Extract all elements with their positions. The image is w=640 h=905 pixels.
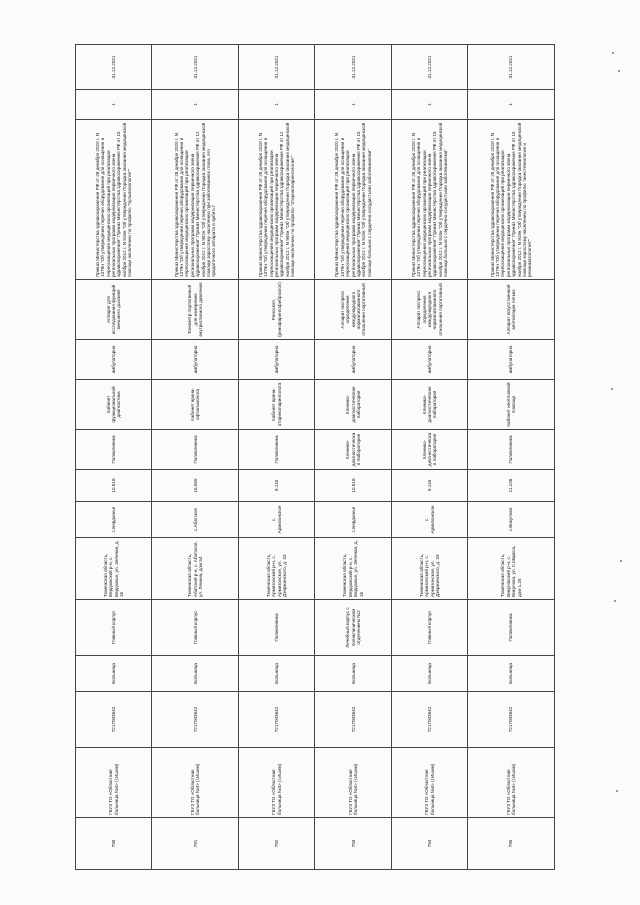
building-address: Тюменская область, Абатский р-н, с. Абатское, ул. Ленина, дом 54	[152, 538, 239, 600]
regulatory-orders: Приказ Министерства здравоохранения РФ от 28 декабря 2020 г. N 1379н "Об утверждении перечня оборудования для оснащения и переоснащения медицинских организаций при реализации региональных программ модернизации первичного звена здравоохранения" Приказ Министерства здравоохранения РФ от 12 ноября 2012 г. N 905н "Об утверждении Порядка оказания медицинской помощи населению по профилю "оториноларингология""	[239, 120, 315, 280]
building-address: Тюменская область, Бердюжский р-н, с. Бердюжье, ул. Зеленая, д. 16	[315, 538, 391, 600]
code-value: 11.108	[468, 470, 555, 502]
facility-type: Больница	[239, 656, 315, 692]
facility-type: Больница	[468, 656, 555, 692]
department: Поликлиника	[239, 430, 315, 470]
organization-name: ГБУЗ ТО «Областная больница №4» (г.Ишим)	[76, 748, 152, 818]
settlement: с. Армизонское	[391, 502, 467, 538]
building-name: Поликлиника	[239, 600, 315, 656]
building-name: Лечебный корпус с поликлиническим отделением №2	[315, 600, 391, 656]
building-address: Тюменская область, Армизонский р-н, с. Армизонское, ул. Дзержинского, д. 33	[391, 538, 467, 600]
organization-inn: 7217003642	[76, 692, 152, 748]
delivery-date: 31.12.2021	[239, 45, 315, 90]
care-mode: амбулаторно	[239, 340, 315, 380]
facility-type: Больница	[76, 656, 152, 692]
delivery-date: 31.12.2021	[468, 45, 555, 90]
care-mode: амбулаторно	[391, 340, 467, 380]
scan-speck	[620, 560, 622, 562]
organization-name: ГБУЗ ТО «Областная больница №4» (г.Ишим)	[391, 748, 467, 818]
delivery-date: 31.12.2021	[315, 45, 391, 90]
building-address: Тюменская область, Викуловский р-н, с. Викулово, ул. К.Маркса, дом 1,25	[468, 538, 555, 600]
building-name: Главный корпус	[391, 600, 467, 656]
row-number: 792	[239, 818, 315, 870]
room-name: Кабинет функциональной диагностики	[76, 380, 152, 430]
organization-name: ГБУЗ ТО «Областная больница №4» (г.Ишим)	[239, 748, 315, 818]
delivery-date: 31.12.2021	[152, 45, 239, 90]
code-value: 10.618	[315, 470, 391, 502]
quantity: 1	[468, 90, 555, 120]
row-number: 790	[76, 818, 152, 870]
room-name: Кабинет врача-оториноларинголога	[239, 380, 315, 430]
department: Поликлиника	[76, 430, 152, 470]
row-number: 791	[152, 818, 239, 870]
building-address: Тюменская область, Бердюжский р-н, с. Бердюжье, ул. Зеленая, д. 16	[76, 538, 152, 600]
code-value: 9.118	[239, 470, 315, 502]
regulatory-orders: Приказ Министерства здравоохранения РФ от 28 декабря 2020 г. N 1379н "Об утверждении перечня оборудования для оснащения и переоснащения медицинских организаций при реализации региональных программ модернизации первичного звена здравоохранения" Приказ Министерства здравоохранения РФ от 15 ноября 2012 г. N 916н "Об утверждении Порядка оказания медицинской помощи населению по профилю "пульмонология""	[76, 120, 152, 280]
regulatory-orders: Приказ Министерства здравоохранения РФ от 28 декабря 2020 г. N 1379н "Об утверждении перечня оборудования для оснащения и переоснащения медицинских организаций при реализации региональных программ модернизации первичного звена здравоохранения" Приказ Министерства здравоохранения РФ от 15 ноября 2012 г. N 919н "Об утверждении Порядка оказания медицинской помощи взрослому населению по профилю "анестезиология и реаниматология""	[468, 120, 555, 280]
room-name: Кабинет врача-офтальмолога	[152, 380, 239, 430]
scan-speck	[616, 790, 618, 792]
organization-inn: 7217003642	[468, 692, 555, 748]
equipment-name: Аппарат для исследования функций внешнего дыхания	[76, 280, 152, 340]
quantity: 1	[315, 90, 391, 120]
building-name: Главный корпус	[76, 600, 152, 656]
equipment-name: Аппарат экспресс определения международного нормализованного отношения портативный	[391, 280, 467, 340]
equipment-name: Аппарат искусственной вентиляции легких	[468, 280, 555, 340]
scan-speck	[611, 388, 613, 390]
quantity: 1	[239, 90, 315, 120]
room-name: Клинико-диагностическая лаборатория	[315, 380, 391, 430]
organization-name: ГБУЗ ТО «Областная больница №4» (г.Ишим)	[315, 748, 391, 818]
building-name: Поликлиника	[468, 600, 555, 656]
organization-name: ГБУЗ ТО «Областная больница №4» (г.Ишим)	[152, 748, 239, 818]
delivery-date: 31.12.2021	[76, 45, 152, 90]
table-row	[391, 45, 467, 870]
settlement: с.Викулово	[468, 502, 555, 538]
organization-inn: 7217003642	[391, 692, 467, 748]
quantity: 1	[76, 90, 152, 120]
quantity: 1	[391, 90, 467, 120]
care-mode: амбулаторно	[76, 340, 152, 380]
scan-speck	[618, 70, 620, 72]
row-number: 793	[315, 818, 391, 870]
organization-name: ГБУЗ ТО «Областная больница №4» (г.Ишим)	[468, 748, 555, 818]
settlement: с.Бердюжье	[315, 502, 391, 538]
regulatory-orders: Приказ Министерства здравоохранения РФ от 28 декабря 2020 г. N 1379н "Об утверждении перечня оборудования для оснащения и переоснащения медицинских организаций при реализации региональных программ модернизации первичного звена здравоохранения" Приказ Министерства здравоохранения РФ от 15 ноября 2012 г. N 918н "Об утверждении Порядка оказания медицинской помощи больным с сердечно-сосудистыми заболеваниями"	[315, 120, 391, 280]
care-mode: амбулаторно	[152, 340, 239, 380]
settlement: с.Бердюжье	[76, 502, 152, 538]
code-value: 9.118	[391, 470, 467, 502]
facility-type: Больница	[152, 656, 239, 692]
care-mode: амбулаторно	[315, 340, 391, 380]
building-address: Тюменская область, Армизонский р-н, с. Армизонское, ул. Дзержинского, д. 33	[239, 538, 315, 600]
table-row	[468, 45, 555, 870]
table-row	[152, 45, 239, 870]
equipment-name: Риноскоп, (ринофарингофиброскоп)	[239, 280, 315, 340]
room-name: Клинико-диагностическая лаборатория	[391, 380, 467, 430]
table-body	[76, 45, 555, 870]
department: Клинико-диагностическая лаборатория	[315, 430, 391, 470]
table-row	[76, 45, 152, 870]
care-mode: амбулаторно	[468, 340, 555, 380]
scan-speck	[614, 600, 616, 602]
building-name: Главный корпус	[152, 600, 239, 656]
equipment-name: Тонометр портативный для измерения внутриглазного давления	[152, 280, 239, 340]
code-value: 16.555	[152, 470, 239, 502]
rotated-table-wrapper	[75, 45, 555, 870]
settlement: с. Армизонское	[239, 502, 315, 538]
row-number: 795	[468, 818, 555, 870]
equipment-table	[75, 44, 555, 870]
facility-type: Больница	[315, 656, 391, 692]
organization-inn: 7217003642	[239, 692, 315, 748]
scan-speck	[612, 52, 614, 54]
equipment-name: Аппарат экспресс определения международного нормализованного отношения портативный	[315, 280, 391, 340]
table-row	[239, 45, 315, 870]
facility-type: Больница	[391, 656, 467, 692]
code-value: 10.618	[76, 470, 152, 502]
department: Поликлиника	[152, 430, 239, 470]
organization-inn: 7217003642	[152, 692, 239, 748]
delivery-date: 31.12.2021	[391, 45, 467, 90]
room-name: Кабинет неотложной помощи	[468, 380, 555, 430]
regulatory-orders: Приказ Министерства здравоохранения РФ от 28 декабря 2020 г. N 1379н "Об утверждении перечня оборудования для оснащения и переоснащения медицинских организаций при реализации региональных программ модернизации первичного звена здравоохранения" Приказ Министерства здравоохранения РФ от 15 ноября 2012 г. N 918н "Об утверждении Порядка оказания медицинской помощи больным с сердечно-сосудистыми заболеваниями"	[391, 120, 467, 280]
organization-inn: 7217003642	[315, 692, 391, 748]
table-row	[315, 45, 391, 870]
regulatory-orders: Приказ Министерства здравоохранения РФ от 28 декабря 2020 г. N 1379н "Об утверждении перечня оборудования для оснащения и переоснащения медицинских организаций при реализации региональных программ модернизации первичного звена здравоохранения" Приказ Министерства здравоохранения РФ от 12 ноября 2012 г. N 902н "Об утверждении Порядка оказания медицинской помощи взрослому населению при заболеваниях глаза, его придаточного аппарата и орбиты"	[152, 120, 239, 280]
department: Поликлиника	[468, 430, 555, 470]
settlement: с.Абатское	[152, 502, 239, 538]
row-number: 794	[391, 818, 467, 870]
quantity: 1	[152, 90, 239, 120]
department: Клинико-диагностическая лаборатория	[391, 430, 467, 470]
